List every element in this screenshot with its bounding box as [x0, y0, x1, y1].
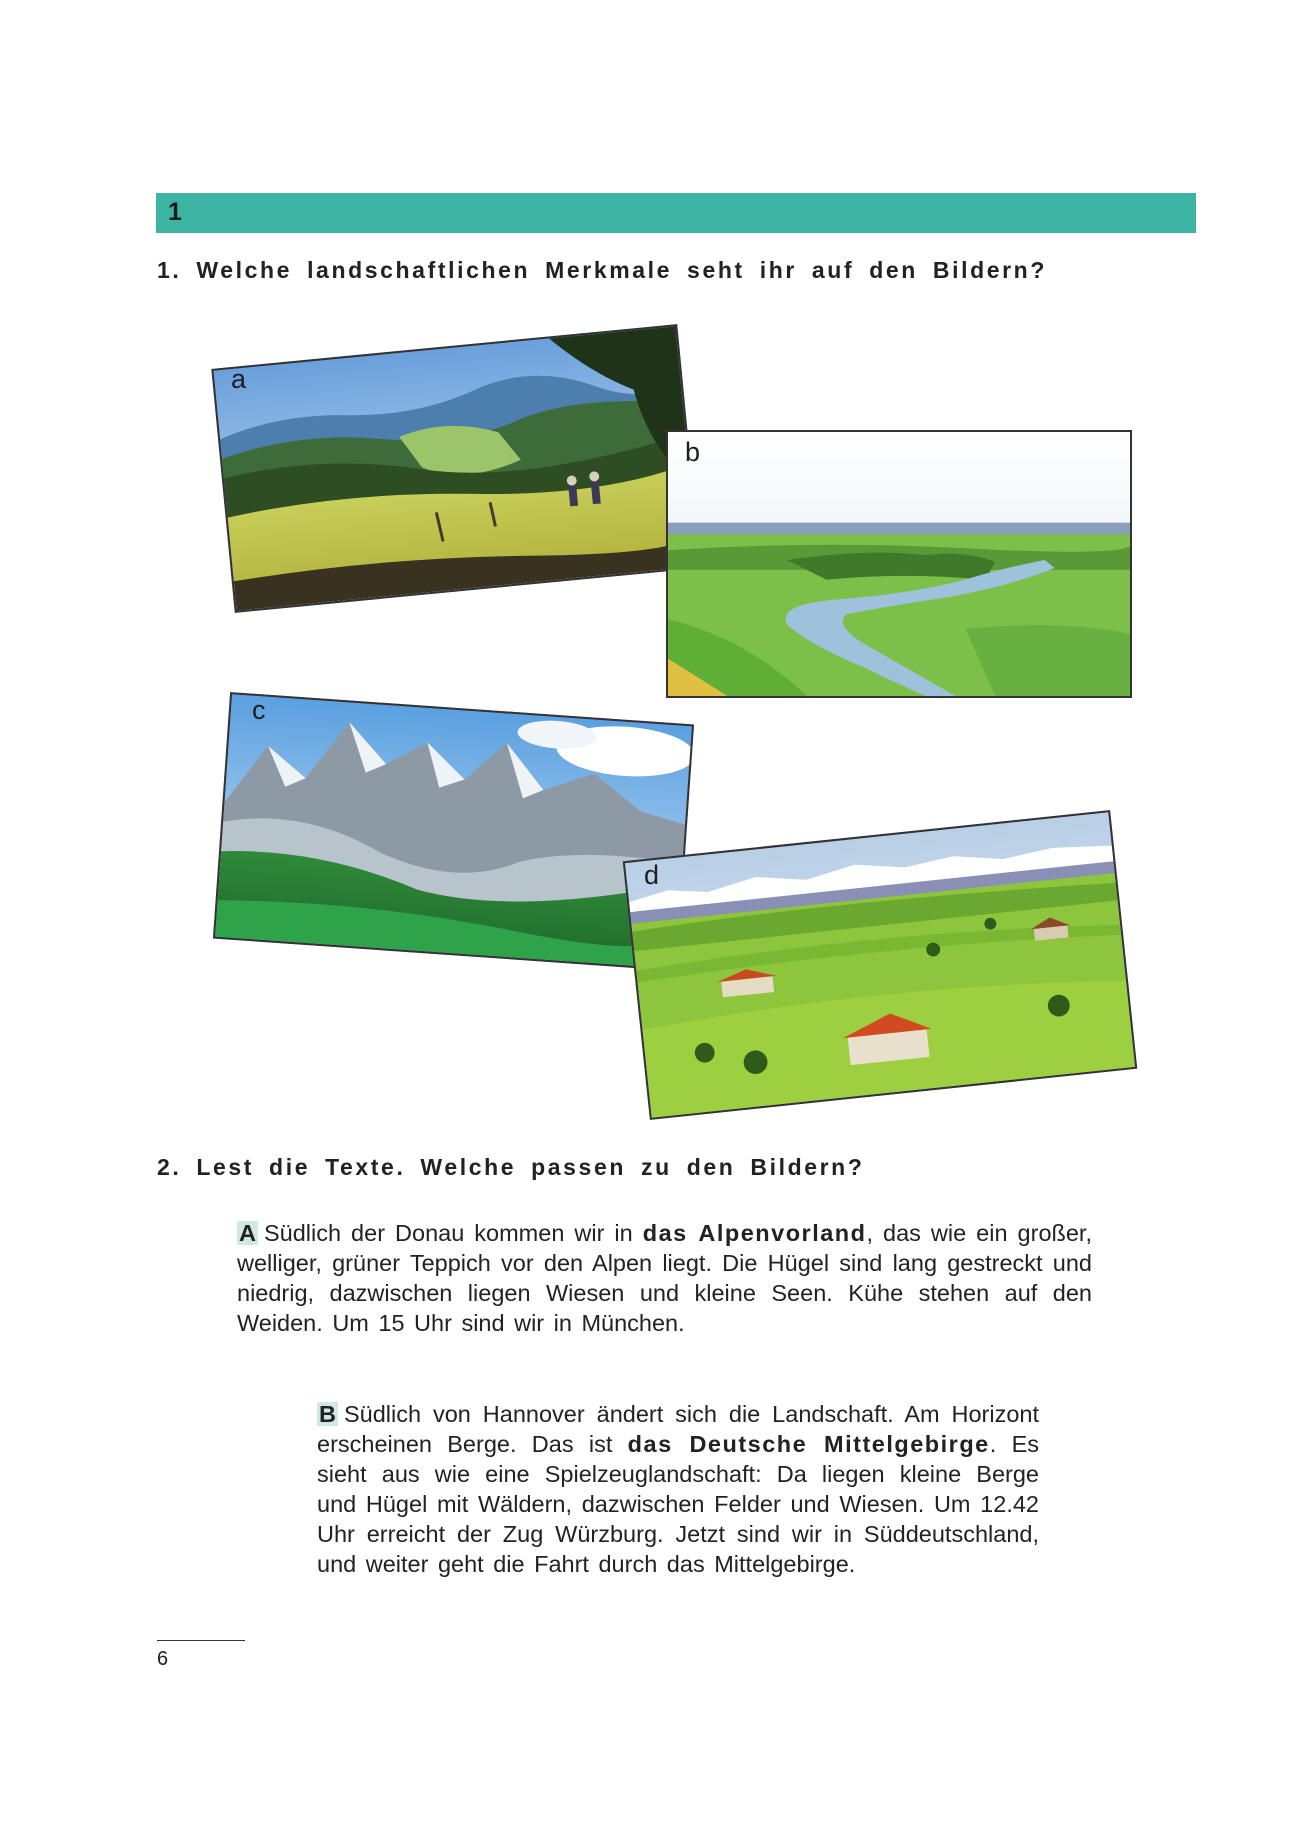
photo-c-mountains	[213, 692, 694, 971]
text-a-label: A	[239, 1220, 256, 1246]
question-2: 2. Lest die Texte. Welche passen zu den Bildern?	[157, 1154, 865, 1180]
reading-text-b	[317, 1399, 1039, 1579]
unit-header-bar	[156, 193, 1196, 233]
text-a-part1: Südlich der Donau kommen wir in	[263, 1220, 643, 1246]
photo-a-hills	[211, 324, 700, 613]
text-a-bold-term: das Alpenvorland	[642, 1220, 867, 1246]
footer-rule	[157, 1640, 245, 1641]
text-b-label: B	[319, 1401, 336, 1427]
text-b-part2: . Es sieht aus wie eine Spielzeuglandschaft: Da liegen kleine Berge und Hügel mit Wäldern, dazwischen Felder und Wiesen. Um 12.42 Uhr erreicht der Zug Würzburg. Jetzt sind wir in Süddeutschland, und weiter geht die Fahrt durch das Mittelgebirge.	[317, 1431, 1039, 1577]
page-number: 6	[157, 1648, 169, 1670]
photo-b-image	[668, 432, 1130, 696]
photo-d-image	[625, 812, 1135, 1117]
photo-b-river	[666, 430, 1132, 698]
text-a-part2: , das wie ein großer, welliger, grüner Teppich vor den Alpen liegt. Die Hügel sind lang gestreckt und niedrig, dazwischen liegen Wiesen und kleine Seen. Kühe stehen auf den Weiden. Um 15 Uhr sind wir in München.	[237, 1220, 1092, 1336]
photo-a-letter: a	[231, 364, 247, 394]
photo-b-letter: b	[685, 437, 701, 467]
unit-number: 1	[168, 198, 182, 226]
photo-d-foothills	[623, 810, 1137, 1120]
photo-d-letter: d	[644, 860, 660, 890]
reading-text-a	[237, 1218, 1092, 1338]
question-1: 1. Welche landschaftlichen Merkmale seht ihr auf den Bildern?	[157, 257, 1047, 283]
text-b-bold-term: das Deutsche Mittelgebirge	[627, 1431, 990, 1457]
photo-c-image	[215, 694, 692, 969]
photo-c-letter: c	[252, 695, 266, 725]
photo-a-image	[214, 326, 699, 610]
text-b-part1: Südlich von Hannover ändert sich die Landschaft. Am Horizont erscheinen Berge. Das ist	[317, 1401, 1039, 1457]
